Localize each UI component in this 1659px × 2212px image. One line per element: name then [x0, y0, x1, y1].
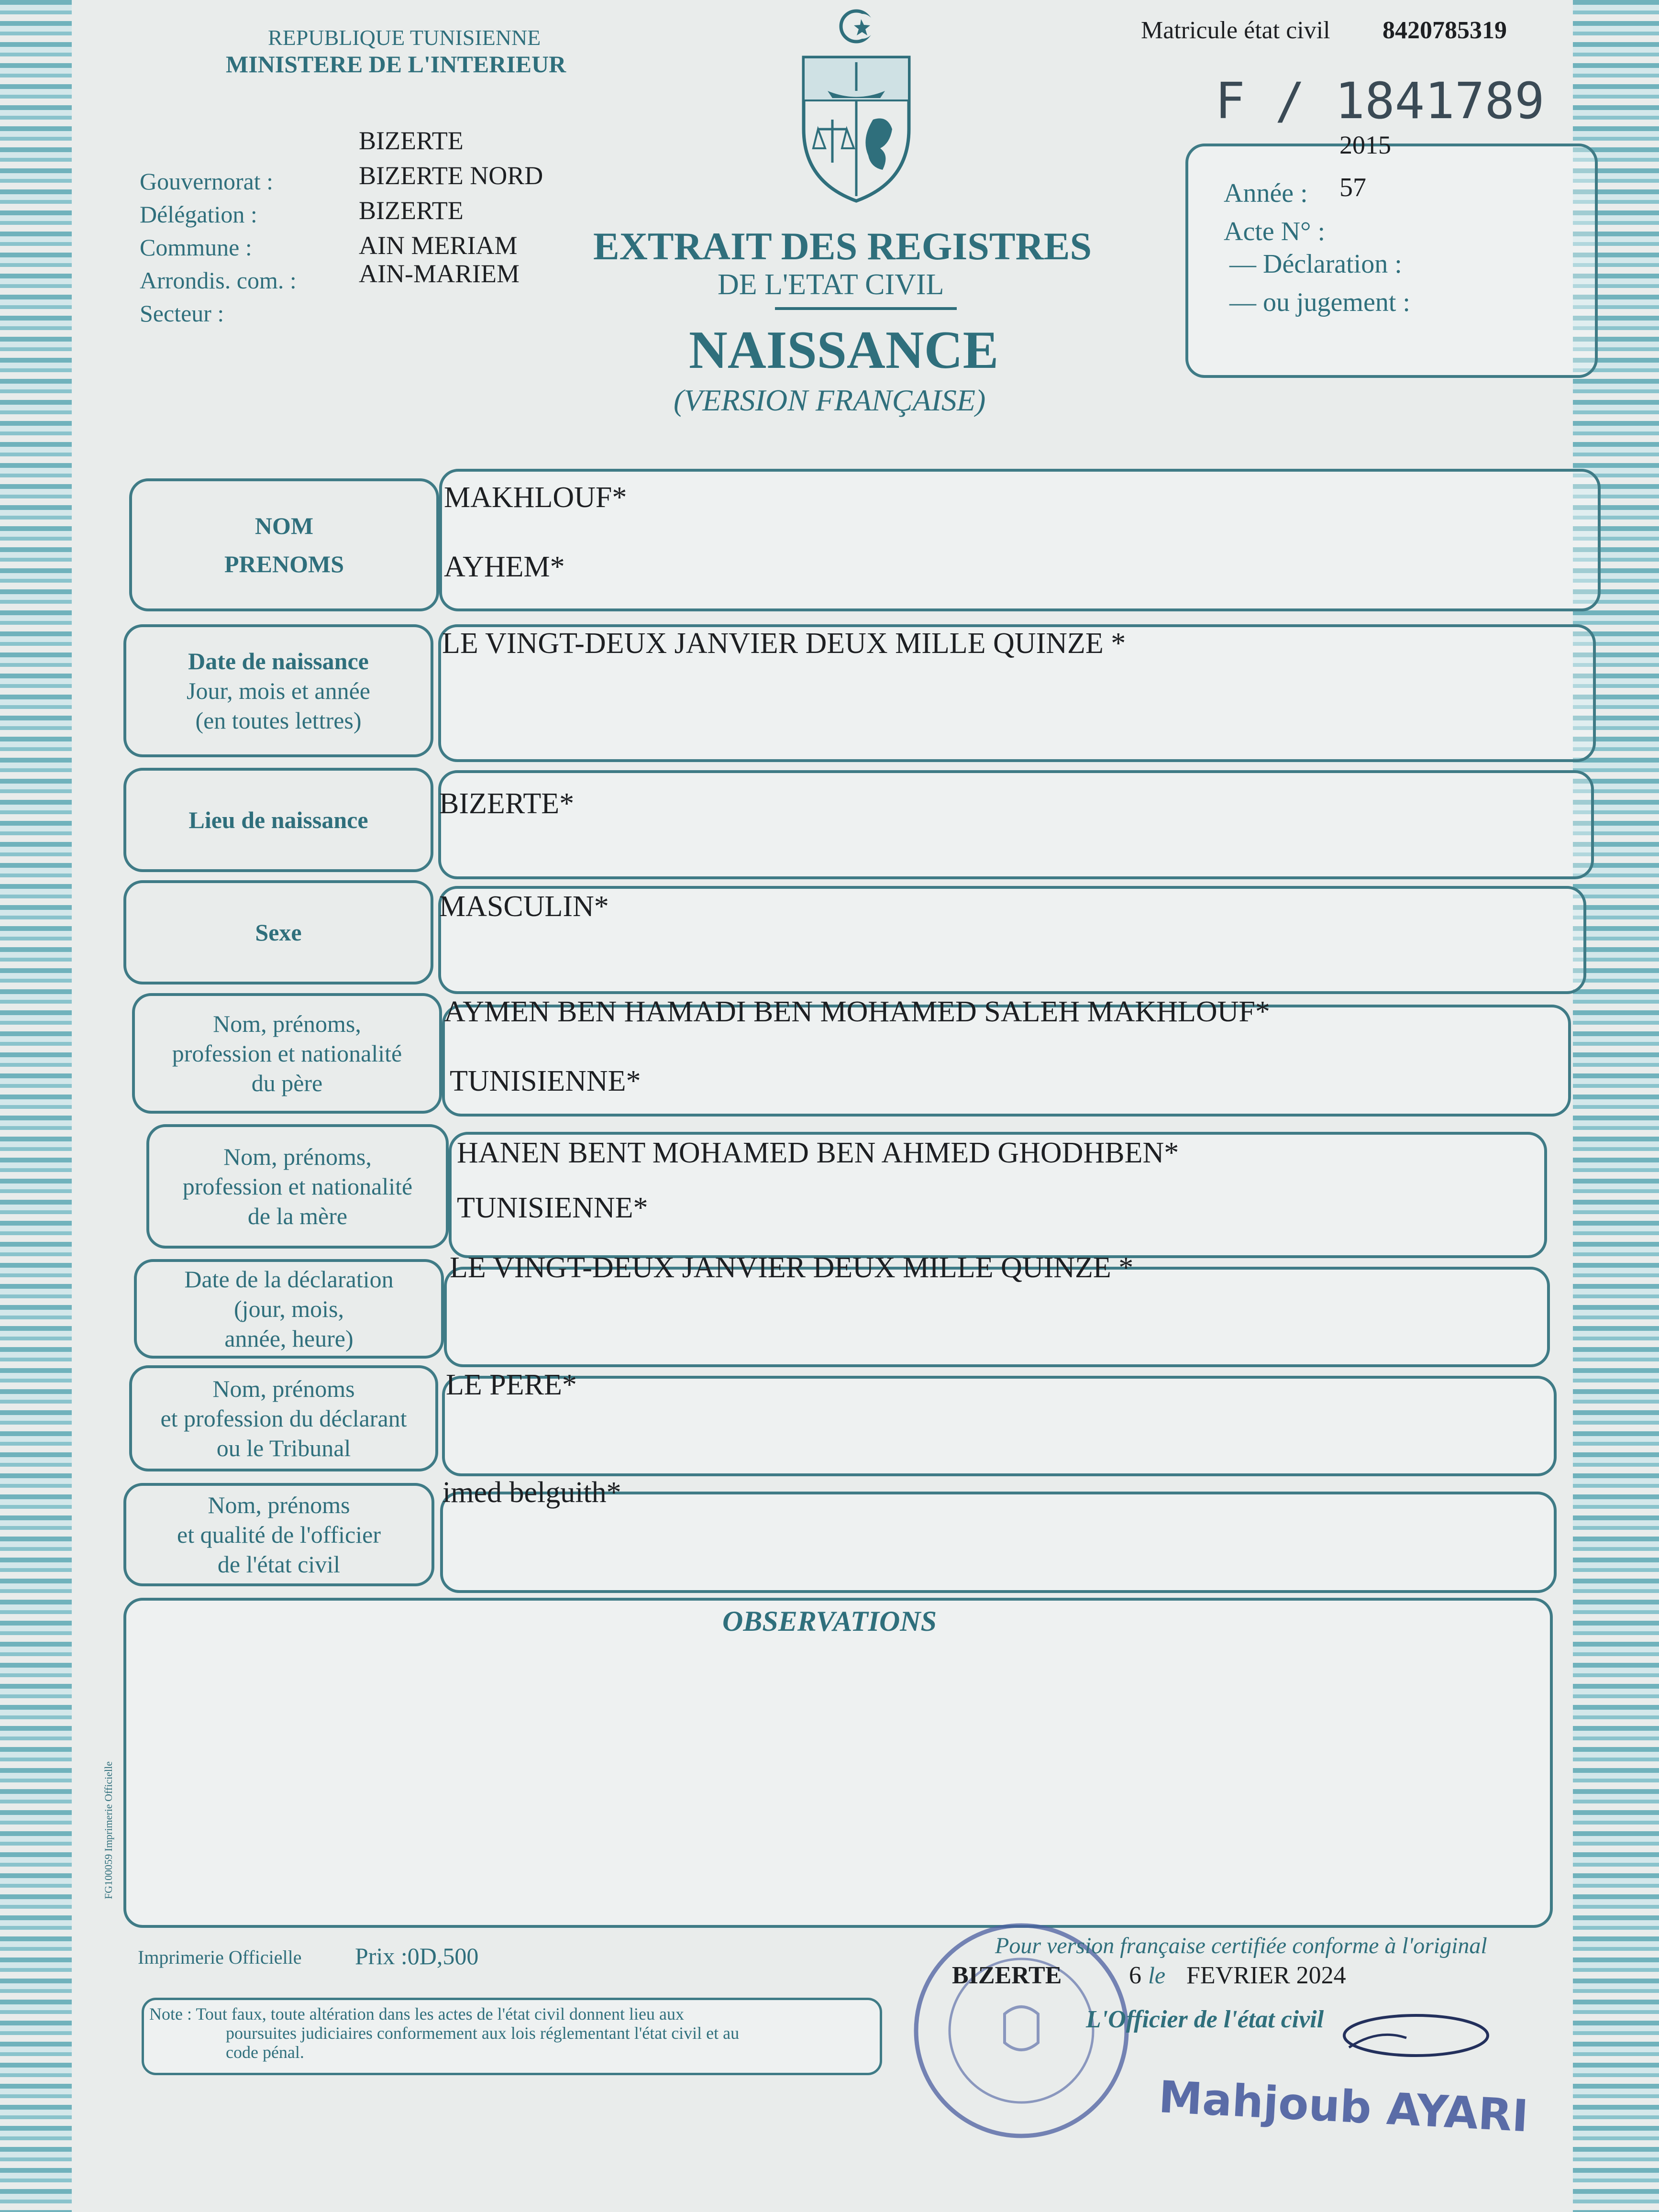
- officer-name-stamp: Mahjoub AYARI: [1157, 2071, 1530, 2142]
- officier-line1: Nom, prénoms: [208, 1492, 350, 1518]
- matricule-label: Matricule état civil: [1141, 17, 1330, 44]
- officier-line2: et qualité de l'officier: [177, 1521, 381, 1548]
- declarant-label: [129, 1365, 438, 1471]
- certification-date: FEVRIER 2024: [1186, 1962, 1346, 1989]
- date-declaration-value: LE VINGT-DEUX JANVIER DEUX MILLE QUINZE *: [450, 1251, 1134, 1284]
- arrondissement-label: Arrondis. com. :: [140, 267, 297, 294]
- mere-label-line3: de la mère: [247, 1203, 348, 1229]
- declarant-value: LE PERE*: [446, 1369, 577, 1401]
- mere-nationality-value: TUNISIENNE*: [457, 1192, 648, 1224]
- acte-value: 57: [1339, 173, 1366, 202]
- printer-label: Imprimerie Officielle: [138, 1947, 302, 1968]
- declarant-value-box: [442, 1376, 1557, 1476]
- admin-labels: [140, 165, 297, 330]
- nom-label: NOM: [254, 512, 314, 539]
- title-line1: EXTRAIT DES REGISTRES: [593, 224, 1092, 268]
- date-declaration-line3: année, heure): [224, 1325, 354, 1352]
- annee-label: Année :: [1224, 178, 1308, 208]
- lieu-naissance-value: BIZERTE*: [439, 787, 575, 820]
- officier-value: imed belguith*: [442, 1476, 621, 1509]
- republic-label: REPUBLIQUE TUNISIENNE: [268, 25, 541, 50]
- side-print-code: FG100059 Imprimerie Officielle: [102, 1761, 114, 1899]
- declarant-line2: et profession du déclarant: [160, 1405, 407, 1432]
- note-text: [149, 2004, 739, 2062]
- pere-nationality-value: TUNISIENNE*: [450, 1065, 641, 1097]
- pere-name-value: AYMEN BEN HAMADI BEN MOHAMED SALEH MAKHLOUF*: [444, 995, 1270, 1028]
- sexe-value: MASCULIN*: [439, 890, 609, 923]
- document-type: NAISSANCE: [689, 321, 999, 380]
- date-naissance-title: Date de naissance: [188, 648, 369, 675]
- matricule-value: 8420785319: [1382, 17, 1507, 44]
- pere-label-line3: du père: [251, 1070, 323, 1096]
- officier-label: [123, 1483, 434, 1586]
- version-label: (VERSION FRANÇAISE): [674, 383, 986, 417]
- sexe-label: [123, 880, 433, 984]
- pere-label-line2: profession et nationalité: [172, 1040, 402, 1067]
- acte-label: Acte N° :: [1224, 217, 1326, 246]
- date-naissance-sub2: (en toutes lettres): [195, 707, 362, 734]
- lieu-naissance-label: [123, 768, 433, 872]
- mere-label-line2: profession et nationalité: [182, 1173, 413, 1200]
- delegation-label: Délégation :: [140, 201, 257, 228]
- nom-prenoms-label: [129, 478, 439, 611]
- nom-value: MAKHLOUF*: [444, 481, 627, 514]
- prenoms-label: PRENOMS: [224, 551, 344, 577]
- lieu-naissance-value-box: [438, 770, 1594, 879]
- certified-statement: Pour version française certifiée conforme à l'original: [995, 1933, 1487, 1958]
- date-declaration-line1: Date de la déclaration: [184, 1266, 394, 1293]
- price-label: Prix :0D,500: [355, 1943, 479, 1969]
- title-divider: [775, 307, 957, 310]
- declarant-line1: Nom, prénoms: [212, 1375, 355, 1402]
- ministry-label: MINISTERE DE L'INTERIEUR: [226, 51, 566, 77]
- signature-icon: [1339, 2009, 1493, 2067]
- mere-name-value: HANEN BENT MOHAMED BEN AHMED GHODHBEN*: [457, 1137, 1179, 1169]
- note-line2: poursuites judiciaires conformement aux lois réglementant l'état civil et au: [226, 2024, 740, 2043]
- commune-label: Commune :: [140, 234, 252, 261]
- certification-le: le: [1148, 1962, 1166, 1989]
- date-declaration-line2: (jour, mois,: [234, 1295, 344, 1322]
- certification-day: 6: [1129, 1962, 1141, 1989]
- declarant-line3: ou le Tribunal: [216, 1435, 351, 1461]
- commune-value: BIZERTE: [359, 196, 464, 225]
- secteur-label: Secteur :: [140, 300, 224, 327]
- note-line3: code pénal.: [226, 2043, 304, 2062]
- title-line2: DE L'ETAT CIVIL: [718, 268, 944, 301]
- delegation-value: BIZERTE NORD: [359, 161, 543, 190]
- mere-label-line1: Nom, prénoms,: [223, 1143, 372, 1170]
- officier-line3: de l'état civil: [217, 1551, 341, 1578]
- arrondissement-value: AIN MERIAM: [359, 231, 518, 260]
- gouvernorat-label: Gouvernorat :: [140, 168, 274, 195]
- note-label: Note :: [149, 2004, 192, 2024]
- note-line1: Tout faux, toute altération dans les actes de l'état civil donnent lieu aux: [196, 2004, 684, 2024]
- observations-title: OBSERVATIONS: [722, 1605, 937, 1637]
- gouvernorat-value: BIZERTE: [359, 126, 464, 155]
- sexe-value-box: [438, 886, 1586, 994]
- pere-label-line1: Nom, prénoms,: [213, 1010, 361, 1037]
- serial-number: F / 1841789: [1215, 72, 1545, 130]
- annee-value: 2015: [1339, 131, 1391, 159]
- date-naissance-value: LE VINGT-DEUX JANVIER DEUX MILLE QUINZE *: [442, 627, 1126, 660]
- admin-values: [359, 123, 543, 291]
- officer-label: L'Officier de l'état civil: [1086, 2006, 1324, 2033]
- jugement-label: — ou jugement :: [1229, 288, 1410, 317]
- date-naissance-label: [123, 624, 433, 757]
- coat-of-arms-icon: [785, 5, 928, 206]
- secteur-value: AIN-MARIEM: [359, 259, 520, 288]
- lieu-naissance-title: Lieu de naissance: [188, 807, 368, 833]
- sexe-title: Sexe: [255, 919, 302, 946]
- prenoms-value: AYHEM*: [444, 551, 565, 583]
- guilloche-border-left: [0, 0, 72, 2212]
- date-naissance-sub1: Jour, mois et année: [186, 677, 370, 704]
- certification-place: BIZERTE: [952, 1962, 1062, 1989]
- mere-label: [146, 1124, 449, 1249]
- observations-box: [123, 1598, 1553, 1928]
- date-declaration-label: [134, 1259, 444, 1359]
- pere-label: [132, 993, 442, 1114]
- declaration-label: — Déclaration :: [1229, 249, 1402, 279]
